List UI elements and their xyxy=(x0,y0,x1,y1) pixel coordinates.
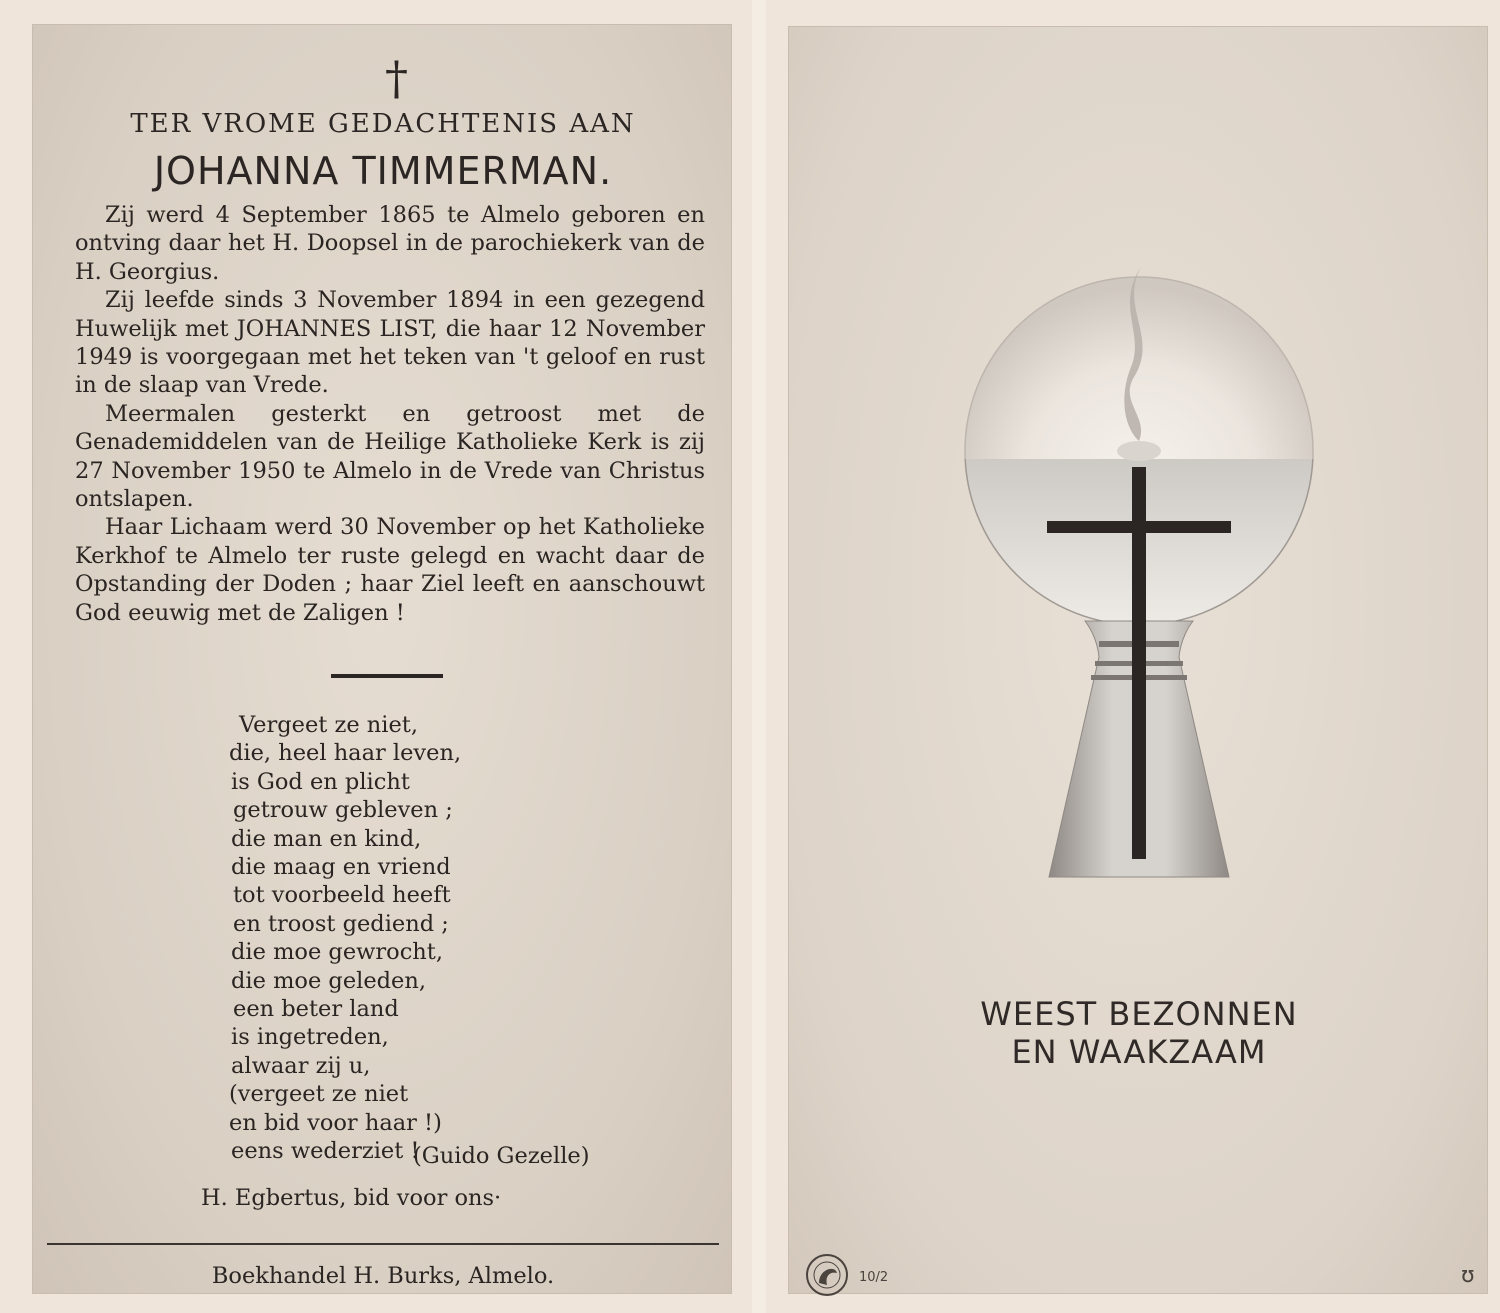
motto-line: EN WAAKZAAM xyxy=(1011,1033,1267,1071)
poem-line: een beter land xyxy=(233,996,399,1023)
poem-attribution: (Guido Gezelle) xyxy=(413,1143,590,1169)
card-gutter xyxy=(752,0,766,1313)
left-card-panel xyxy=(32,24,732,1294)
biography-paragraph: Meermalen gesterkt en getroost met de Genademiddelen van de Heilige Katholieke Kerk is zij 27 November 1950 te Almelo in de Vrede van Christus ontslapen. xyxy=(75,400,705,513)
right-card xyxy=(766,0,1500,1313)
poem-line: eens wederziet ! xyxy=(231,1138,420,1165)
poem-line: alwaar zij u, xyxy=(231,1052,371,1079)
poem-line: en bid voor haar !) xyxy=(229,1109,442,1136)
biography-paragraph: Haar Lichaam werd 30 November op het Katholieke Kerkhof te Almelo ter ruste gelegd en wacht daar de Opstanding der Doden ; haar Ziel leeft en aanschouwt God eeuwig met de Zaligen ! xyxy=(75,514,705,626)
divider xyxy=(331,674,443,678)
poem-line: die moe geleden, xyxy=(231,967,427,994)
poem-line: is ingetreden, xyxy=(231,1024,389,1051)
poem-line: die moe gewrocht, xyxy=(231,939,443,966)
biography-paragraph: Zij leefde sinds 3 November 1894 in een gezegend Huwelijk met JOHANNES LIST, die haar 12 November 1949 is voorgegaan met het teken van 't geloof en rust in de slaap van Vrede. xyxy=(75,287,705,399)
poem xyxy=(229,711,462,1166)
cross-icon: † xyxy=(385,51,408,105)
poem-line: Vergeet ze niet, xyxy=(239,712,419,738)
poem-line: getrouw gebleven ; xyxy=(233,797,453,824)
publisher-seal-icon xyxy=(805,1253,849,1301)
footer-divider xyxy=(47,1243,719,1245)
biography-paragraph: Zij werd 4 September 1865 te Almelo geboren en ontving daar het H. Doopsel in de parochiekerk van de H. Georgius. xyxy=(75,202,705,285)
deceased-name: JOHANNA TIMMERMAN. xyxy=(153,149,613,193)
printer-credit: Boekhandel H. Burks, Almelo. xyxy=(211,1263,555,1289)
poem-line: en troost gediend ; xyxy=(233,910,449,937)
right-card-panel xyxy=(788,26,1488,1294)
print-code: 10/2 xyxy=(859,1270,889,1285)
chalice-candle-cross-icon xyxy=(949,237,1329,911)
motto xyxy=(789,995,1489,1071)
prayer-line: H. Egbertus, bid voor ons· xyxy=(201,1185,502,1211)
printer-mark: ʊ xyxy=(1461,1263,1475,1288)
motto-line: WEEST BEZONNEN xyxy=(980,995,1298,1033)
poem-line: (vergeet ze niet xyxy=(229,1081,409,1108)
poem-line: die man en kind, xyxy=(231,825,422,852)
biography xyxy=(75,201,705,627)
poem-line: is God en plicht xyxy=(231,768,410,795)
poem-line: die, heel haar leven, xyxy=(229,740,462,767)
poem-line: tot voorbeeld heeft xyxy=(233,882,451,909)
poem-line: die maag en vriend xyxy=(231,854,451,881)
memorial-heading: TER VROME GEDACHTENIS AAN xyxy=(130,109,636,139)
